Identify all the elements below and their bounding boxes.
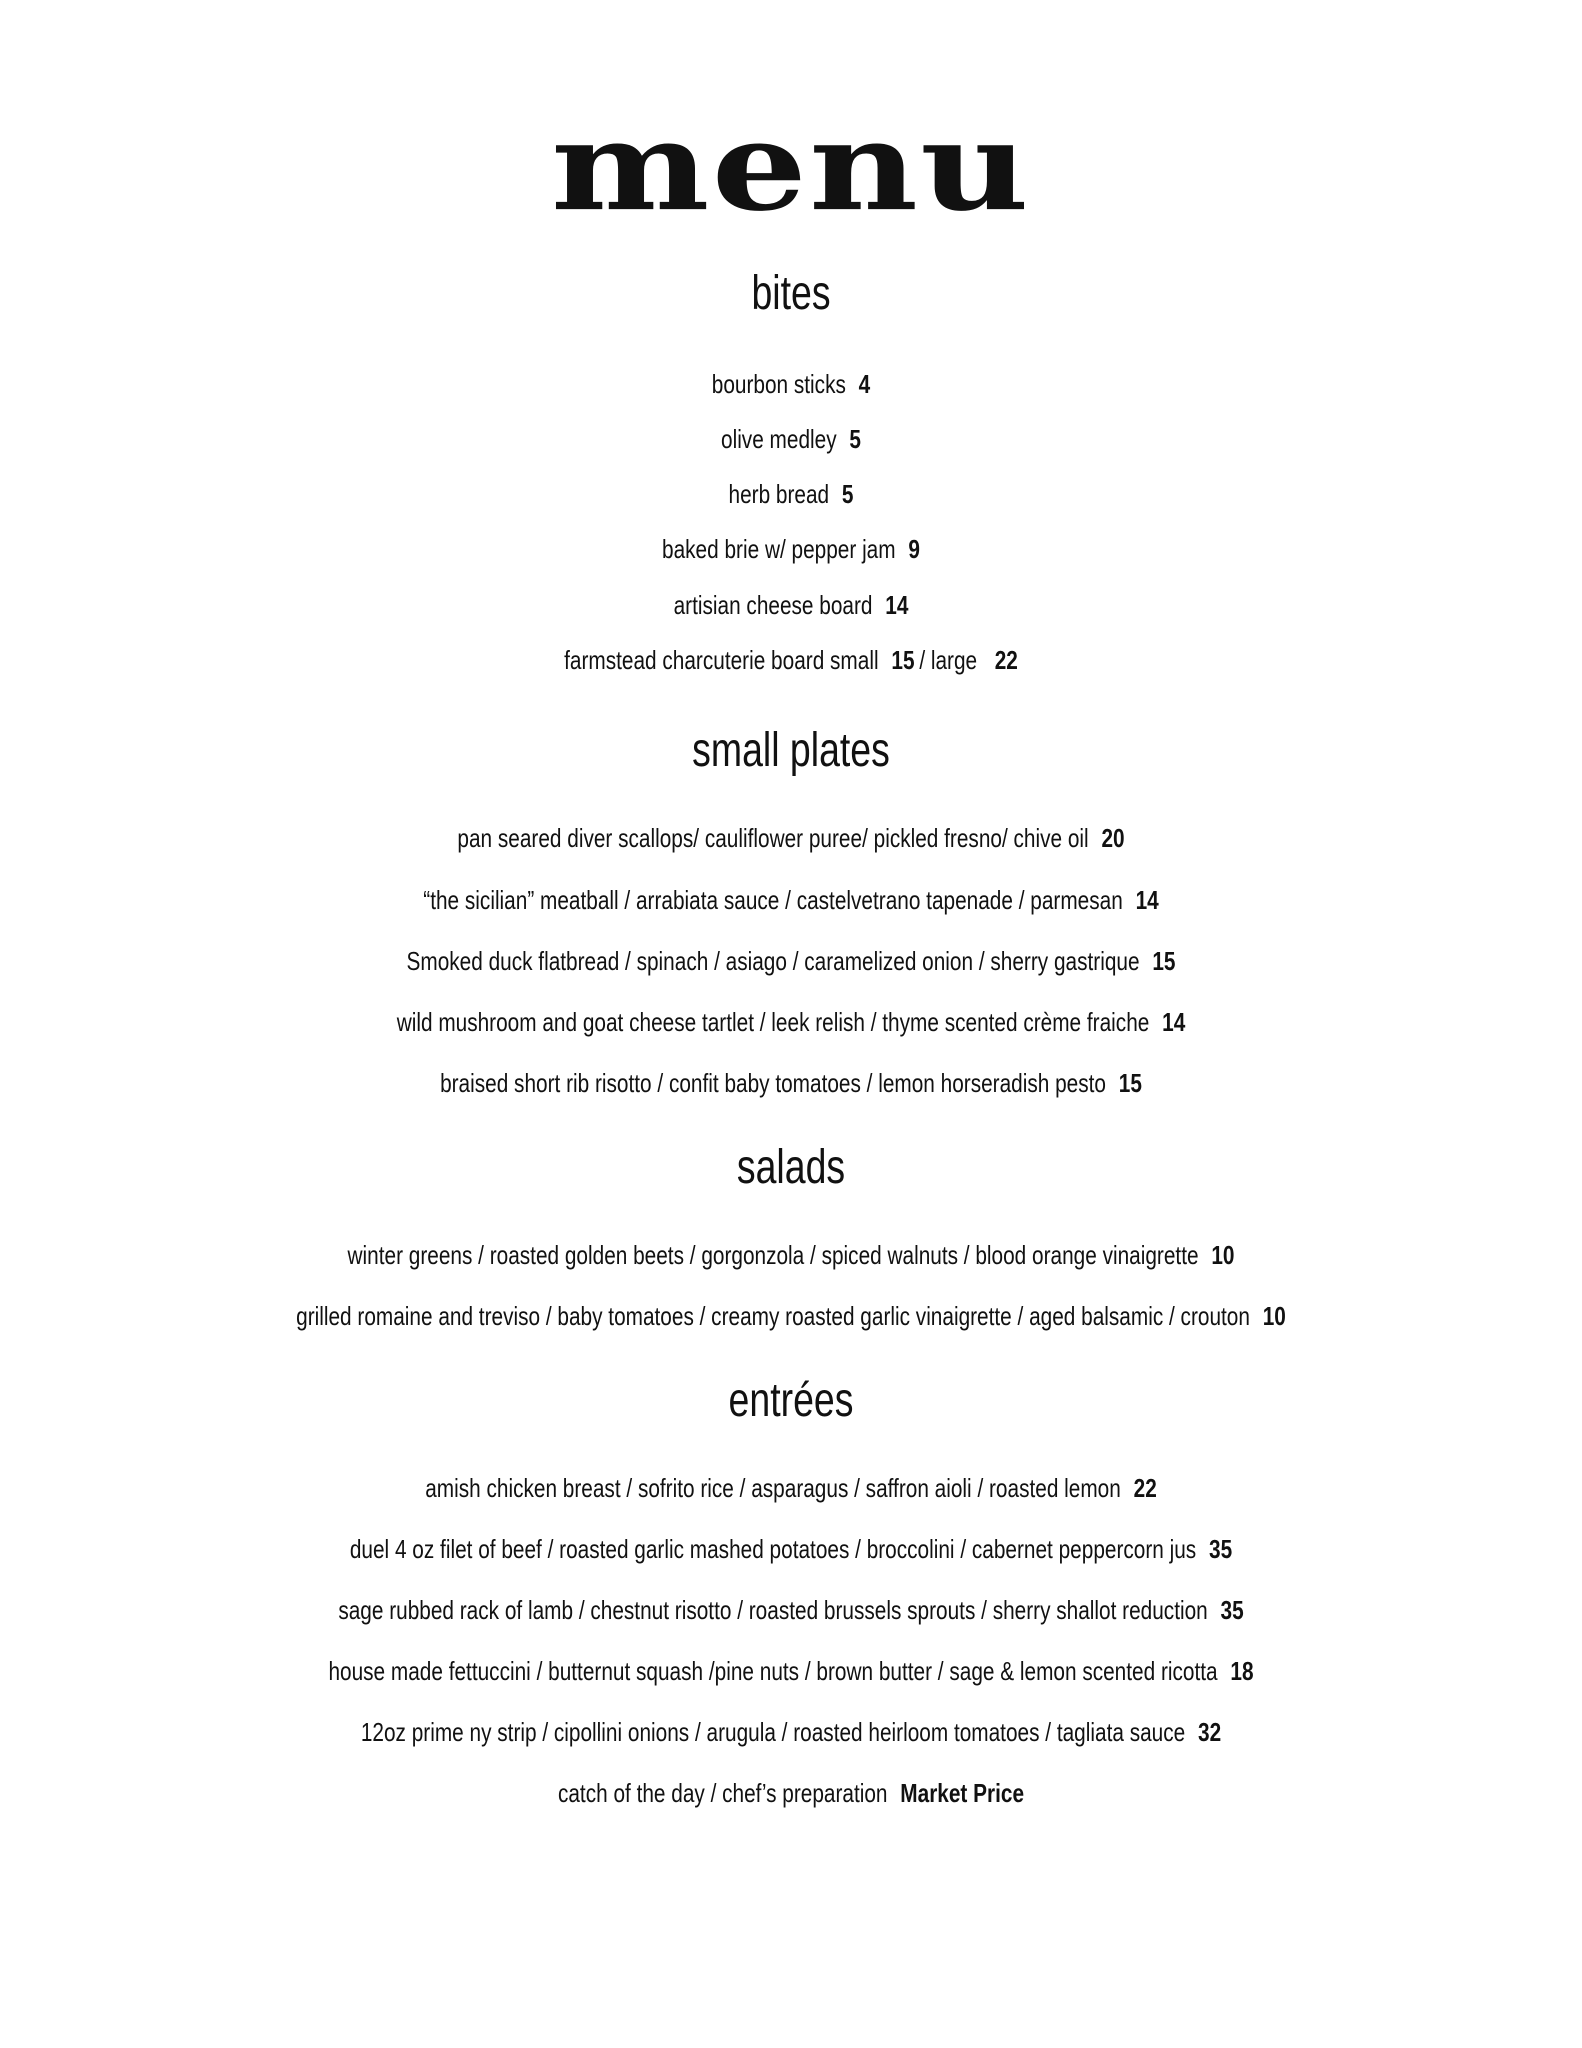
item-name: bourbon sticks [711,369,846,399]
menu-item [158,1777,1424,1809]
item-name: amish chicken breast / sofrito rice / asparagus / saffron aioli / roasted lemon [425,1473,1121,1503]
item-price: 15 [1118,1068,1142,1098]
item-name: olive medley [721,424,837,454]
item-name: house made fettuccini / butternut squash /pine nuts / brown butter / sage & lemon scented ricotta [328,1656,1218,1686]
item-price-large: 22 [994,645,1018,675]
item-name: winter greens / roasted golden beets / gorgonzola / spiced walnuts / blood orange vinaigrette [347,1240,1199,1270]
menu-item [158,478,1424,510]
item-price: 14 [1135,885,1159,915]
section-title-entrees: entrées [728,1374,854,1427]
item-name: artisian cheese board [673,590,873,620]
menu-item [158,1239,1424,1271]
item-price: 15 [1152,946,1176,976]
menu-item [158,884,1424,916]
menu-item [158,1533,1424,1565]
item-price: 35 [1209,1534,1233,1564]
menu-title: menu [550,94,1032,239]
item-price: 10 [1262,1301,1286,1331]
item-name: catch of the day / chef’s preparation [557,1778,888,1808]
item-price: 5 [841,479,854,509]
item-price: 4 [858,369,871,399]
item-price: 32 [1198,1717,1222,1747]
menu-item [158,822,1424,854]
menu-item [158,1594,1424,1626]
item-name: Smoked duck flatbread / spinach / asiago / caramelized onion / sherry gastrique [406,946,1140,976]
menu-item [158,644,1424,676]
menu-item [158,533,1424,565]
menu-item [158,589,1424,621]
menu-item [158,1472,1424,1504]
item-name: “the sicilian” meatball / arrabiata sauce / castelvetrano tapenade / parmesan [423,885,1123,915]
item-name: 12oz prime ny strip / cipollini onions / arugula / roasted heirloom tomatoes / tagliata sauce [360,1717,1186,1747]
item-price: 5 [849,424,861,454]
item-price: 9 [908,534,920,564]
item-name: duel 4 oz filet of beef / roasted garlic mashed potatoes / broccolini / cabernet peppercorn jus [349,1534,1197,1564]
item-price: 18 [1230,1656,1254,1686]
menu-item [158,1006,1424,1038]
section-title-salads: salads [736,1141,846,1194]
section-title-bites: bites [751,267,831,320]
menu-item [158,1067,1424,1099]
menu-item [158,1716,1424,1748]
item-name: grilled romaine and treviso / baby tomatoes / creamy roasted garlic vinaigrette / aged balsamic / crouton [296,1301,1250,1331]
menu-item [158,368,1424,400]
menu-item [158,945,1424,977]
item-price: 10 [1211,1240,1235,1270]
item-name: herb bread [728,479,830,509]
item-price: 22 [1133,1473,1157,1503]
item-size-separator: / large [919,645,978,675]
item-price: 15 [891,645,915,675]
section-title-small-plates: small plates [692,724,890,777]
item-price: 20 [1101,823,1125,853]
item-name: baked brie w/ pepper jam [662,534,896,564]
item-name: sage rubbed rack of lamb / chestnut risotto / roasted brussels sprouts / sherry shallot reduction [338,1595,1208,1625]
menu-item [158,1655,1424,1687]
item-name: farmstead charcuterie board small [564,645,879,675]
menu-item [158,423,1424,455]
item-name: pan seared diver scallops/ cauliflower puree/ pickled fresno/ chive oil [457,823,1089,853]
item-name: braised short rib risotto / confit baby tomatoes / lemon horseradish pesto [440,1068,1107,1098]
item-price: 35 [1220,1595,1244,1625]
item-price: 14 [885,590,909,620]
menu-item [158,1300,1424,1332]
item-price: Market Price [900,1778,1025,1808]
item-name: wild mushroom and goat cheese tartlet / leek relish / thyme scented crème fraiche [396,1007,1150,1037]
item-price: 14 [1162,1007,1186,1037]
